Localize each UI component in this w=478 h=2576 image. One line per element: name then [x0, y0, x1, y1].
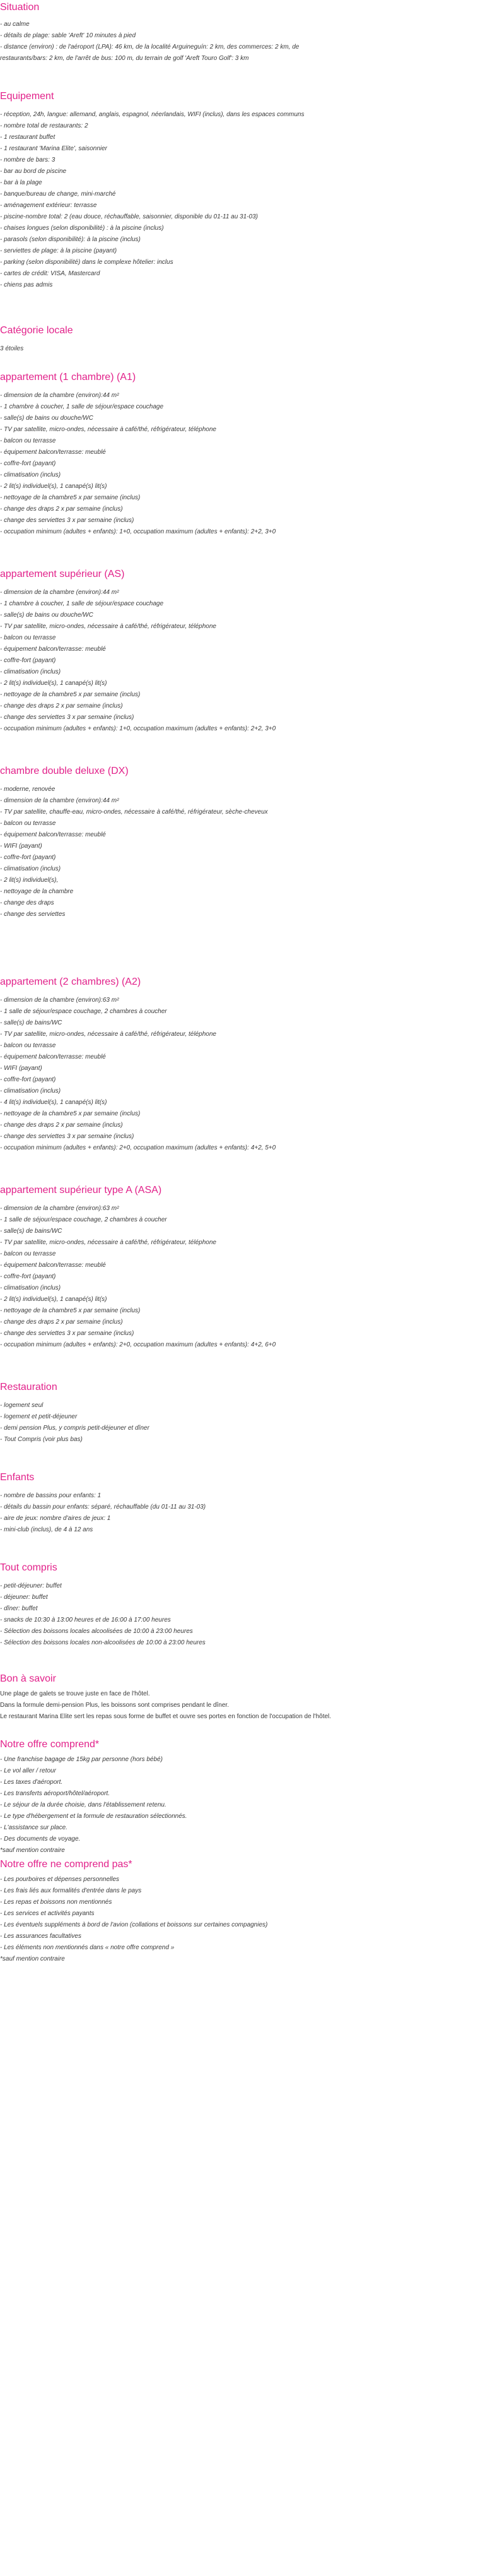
section-lines — [0, 587, 474, 735]
footnote: *sauf mention contraire — [0, 1847, 65, 1854]
list-item: - équipement balcon/terrasse: meublé — [0, 1262, 106, 1269]
section-lines — [0, 1400, 474, 1445]
list-item: - équipement balcon/terrasse: meublé — [0, 1054, 106, 1060]
list-item: - 1 restaurant 'Marina Elite', saisonnier — [0, 145, 108, 152]
section-lines — [0, 19, 474, 64]
list-item: - parking (selon disponibilité) dans le complexe hôtelier: inclus — [0, 259, 173, 266]
list-item: - 2 lit(s) individuel(s), — [0, 877, 59, 884]
list-item: - banque/bureau de change, mini-marché — [0, 191, 116, 198]
list-item: 3 étoiles — [0, 345, 24, 352]
list-item: - change des serviettes 3 x par semaine (inclus) — [0, 1330, 134, 1337]
list-item: - parasols (selon disponibilité): à la piscine (inclus) — [0, 236, 141, 243]
list-item: - dimension de la chambre (environ):44 m² — [0, 392, 119, 399]
list-item: - coffre-fort (payant) — [0, 657, 56, 664]
list-item: - nettoyage de la chambre5 x par semaine (inclus) — [0, 1110, 141, 1117]
section-title: Enfants — [0, 1472, 35, 1483]
list-item: - dimension de la chambre (environ):63 m² — [0, 1205, 119, 1212]
list-item: - Les éléments non mentionnés dans « notre offre comprend » — [0, 1944, 175, 1951]
list-item: - nombre total de restaurants: 2 — [0, 122, 88, 129]
section-title: chambre double deluxe (DX) — [0, 766, 129, 776]
list-item: - change des draps 2 x par semaine (inclus) — [0, 1122, 123, 1129]
list-item: - change des draps 2 x par semaine (inclus) — [0, 506, 123, 513]
list-item: - 2 lit(s) individuel(s), 1 canapé(s) lit(s) — [0, 680, 107, 687]
list-item: - Une franchise bagage de 15kg par personne (hors bébé) — [0, 1756, 163, 1763]
list-item: - Tout Compris (voir plus bas) — [0, 1436, 83, 1443]
list-item: - aire de jeux: nombre d'aires de jeux: 1 — [0, 1515, 111, 1522]
list-item: - équipement balcon/terrasse: meublé — [0, 646, 106, 653]
list-item: - climatisation (inclus) — [0, 865, 61, 872]
list-item: - Les taxes d'aéroport. — [0, 1779, 63, 1786]
section-title: Notre offre comprend* — [0, 1739, 100, 1750]
section-lines — [0, 1689, 474, 1723]
section-title: Equipement — [0, 91, 54, 102]
list-item: - moderne, renovée — [0, 786, 55, 793]
list-item: - Des documents de voyage. — [0, 1836, 81, 1843]
list-item: - Le séjour de la durée choisie, dans l'établissement retenu. — [0, 1801, 166, 1808]
list-item: - Les repas et boissons non mentionnés — [0, 1899, 112, 1906]
list-item: - 1 chambre à coucher, 1 salle de séjour/espace couchage — [0, 600, 164, 607]
list-item: - déjeuner: buffet — [0, 1594, 48, 1601]
list-item: - 1 salle de séjour/espace couchage, 2 chambres à coucher — [0, 1216, 167, 1223]
list-item: - cartes de crédit: VISA, Mastercard — [0, 270, 100, 277]
section-lines — [0, 343, 474, 355]
list-item: - distance (environ) : de l'aéroport (LPA): 46 km, de la localité Arguineguín: 2 km, des commerces: 2 km, de — [0, 44, 300, 50]
list-item: - Les pourboires et dépenses personnelles — [0, 1876, 120, 1883]
list-item: - WIFI (payant) — [0, 843, 42, 850]
list-item: - Les transferts aéroport/hôtel/aéroport. — [0, 1790, 110, 1797]
list-item: - équipement balcon/terrasse: meublé — [0, 449, 106, 456]
list-item: - au calme — [0, 21, 30, 28]
list-item: - balcon ou terrasse — [0, 437, 56, 444]
list-item: - salle(s) de bains/WC — [0, 1019, 62, 1026]
list-item: - salle(s) de bains/WC — [0, 1228, 62, 1235]
list-item: - logement et petit-déjeuner — [0, 1413, 78, 1420]
list-item: - Les frais liés aux formalités d'entrée dans le pays — [0, 1887, 142, 1894]
list-item: - 2 lit(s) individuel(s), 1 canapé(s) lit(s) — [0, 483, 107, 490]
section-lines — [0, 784, 474, 920]
list-item: - Les assurances facultatives — [0, 1933, 81, 1940]
list-item: - balcon ou terrasse — [0, 820, 56, 827]
section-title: appartement (2 chambres) (A2) — [0, 976, 141, 987]
list-item: - détails du bassin pour enfants: séparé, réchauffable (du 01-11 au 31-03) — [0, 1504, 206, 1511]
list-item: - dimension de la chambre (environ):44 m² — [0, 797, 119, 804]
list-item: - occupation minimum (adultes + enfants): 1+0, occupation maximum (adultes + enfants): 2+2, 3+0 — [0, 725, 276, 732]
list-item: - TV par satellite, micro-ondes, nécessaire à café/thé, réfrigérateur, téléphone — [0, 623, 216, 630]
section-lines — [0, 390, 474, 538]
list-item: - Sélection des boissons locales non-alcoolisées de 10:00 à 23:00 heures — [0, 1639, 206, 1646]
list-item: - nettoyage de la chambre5 x par semaine (inclus) — [0, 691, 141, 698]
list-item: - bar au bord de piscine — [0, 168, 67, 175]
list-item: - coffre-fort (payant) — [0, 460, 56, 467]
section-title: Notre offre ne comprend pas* — [0, 1859, 132, 1870]
list-item: - dîner: buffet — [0, 1605, 38, 1612]
list-item: - balcon ou terrasse — [0, 634, 56, 641]
list-item: - dimension de la chambre (environ):44 m² — [0, 589, 119, 596]
section-lines — [0, 1754, 474, 1856]
section-title: Catégorie locale — [0, 325, 73, 336]
section-lines — [0, 1874, 474, 1965]
list-item: - 1 salle de séjour/espace couchage, 2 chambres à coucher — [0, 1008, 167, 1015]
list-item: - Sélection des boissons locales alcoolisées de 10:00 à 23:00 heures — [0, 1628, 193, 1635]
list-item: - snacks de 10:30 à 13:00 heures et de 16:00 à 17:00 heures — [0, 1617, 171, 1623]
section-lines — [0, 1203, 474, 1351]
list-item: - 1 chambre à coucher, 1 salle de séjour/espace couchage — [0, 403, 164, 410]
list-item: - change des draps 2 x par semaine (inclus) — [0, 703, 123, 709]
list-item: - petit-déjeuner: buffet — [0, 1582, 62, 1589]
list-item: - chaises longues (selon disponibilité) : à la piscine (inclus) — [0, 225, 164, 232]
section-title: appartement (1 chambre) (A1) — [0, 372, 136, 383]
section-title: Situation — [0, 2, 40, 13]
list-item: - Le type d'hébergement et la formule de restauration sélectionnés. — [0, 1813, 187, 1820]
list-item: - TV par satellite, micro-ondes, nécessaire à café/thé, réfrigérateur, téléphone — [0, 1031, 216, 1038]
section-title: appartement supérieur (AS) — [0, 569, 125, 579]
list-item: - change des serviettes — [0, 911, 66, 918]
list-item: - réception, 24h, langue: allemand, anglais, espagnol, néerlandais, WIFI (inclus), dans les espaces communs — [0, 111, 305, 118]
list-item: - mini-club (inclus), de 4 à 12 ans — [0, 1526, 93, 1533]
list-item: - Les éventuels suppléments à bord de l'avion (collations et boissons sur certaines compagnies) — [0, 1921, 268, 1928]
list-item: - piscine-nombre total: 2 (eau douce, réchauffable, saisonnier, disponible du 01-11 au 31-03) — [0, 213, 258, 220]
section-title: Tout compris — [0, 1562, 57, 1573]
list-item: - nettoyage de la chambre5 x par semaine (inclus) — [0, 494, 141, 501]
list-item: - chiens pas admis — [0, 282, 53, 288]
section-lines — [0, 1581, 474, 1649]
list-item: - salle(s) de bains ou douche/WC — [0, 415, 93, 422]
list-item: - nettoyage de la chambre5 x par semaine (inclus) — [0, 1307, 141, 1314]
list-item: restaurants/bars: 2 km, de l'arrêt de bus: 100 m, du terrain de golf 'Areft Touro Golf': 3 km — [0, 55, 249, 62]
list-item: - balcon ou terrasse — [0, 1042, 56, 1049]
list-item: - occupation minimum (adultes + enfants): 2+0, occupation maximum (adultes + enfants): 4+2, 6+0 — [0, 1341, 276, 1348]
list-item: - occupation minimum (adultes + enfants): 2+0, occupation maximum (adultes + enfants): 4+2, 5+0 — [0, 1144, 276, 1151]
list-item: - L'assistance sur place. — [0, 1824, 67, 1831]
list-item: - salle(s) de bains ou douche/WC — [0, 612, 93, 619]
list-item: - nombre de bassins pour enfants: 1 — [0, 1492, 102, 1499]
list-item: - change des serviettes 3 x par semaine (inclus) — [0, 517, 134, 524]
list-item: - serviettes de plage: à la piscine (payant) — [0, 247, 117, 254]
list-item: - TV par satellite, chauffe-eau, micro-ondes, nécessaire à café/thé, réfrigérateur, sèche-cheveux — [0, 809, 268, 816]
list-item: - change des draps 2 x par semaine (inclus) — [0, 1319, 123, 1326]
list-item: - climatisation (inclus) — [0, 1285, 61, 1291]
list-item: - balcon ou terrasse — [0, 1250, 56, 1257]
list-item: - occupation minimum (adultes + enfants): 1+0, occupation maximum (adultes + enfants): 2+2, 3+0 — [0, 528, 276, 535]
list-item: - logement seul — [0, 1402, 44, 1409]
list-item: - TV par satellite, micro-ondes, nécessaire à café/thé, réfrigérateur, téléphone — [0, 426, 216, 433]
list-item: - coffre-fort (payant) — [0, 1076, 56, 1083]
list-item: - coffre-fort (payant) — [0, 1273, 56, 1280]
list-item: - Les services et activités payants — [0, 1910, 95, 1917]
section-lines — [0, 109, 474, 291]
footnote: *sauf mention contraire — [0, 1956, 65, 1962]
list-item: - TV par satellite, micro-ondes, nécessaire à café/thé, réfrigérateur, téléphone — [0, 1239, 216, 1246]
list-item: - aménagement extérieur: terrasse — [0, 202, 97, 209]
info-line: Le restaurant Marina Elite sert les repas sous forme de buffet et ouvre ses portes en fonction de l'occupation de l'hôtel. — [0, 1713, 332, 1720]
list-item: - dimension de la chambre (environ):63 m² — [0, 997, 119, 1004]
list-item: - WIFI (payant) — [0, 1065, 42, 1072]
list-item: - climatisation (inclus) — [0, 1088, 61, 1095]
list-item: - 1 restaurant buffet — [0, 134, 55, 141]
list-item: - détails de plage: sable 'Areft' 10 minutes à pied — [0, 32, 136, 39]
section-title: appartement supérieur type A (ASA) — [0, 1185, 162, 1196]
list-item: - climatisation (inclus) — [0, 472, 61, 478]
section-lines — [0, 1490, 474, 1536]
section-title: Restauration — [0, 1382, 57, 1392]
list-item: - nombre de bars: 3 — [0, 157, 55, 163]
list-item: - change des serviettes 3 x par semaine (inclus) — [0, 714, 134, 721]
info-line: Une plage de galets se trouve juste en face de l'hôtel. — [0, 1690, 150, 1697]
list-item: - demi pension Plus, y compris petit-déjeuner et dîner — [0, 1425, 149, 1432]
list-item: - Le vol aller / retour — [0, 1767, 56, 1774]
list-item: - 2 lit(s) individuel(s), 1 canapé(s) lit(s) — [0, 1296, 107, 1303]
list-item: - coffre-fort (payant) — [0, 854, 56, 861]
section-lines — [0, 995, 474, 1154]
list-item: - climatisation (inclus) — [0, 668, 61, 675]
section-title: Bon à savoir — [0, 1673, 56, 1684]
list-item: - 4 lit(s) individuel(s), 1 canapé(s) lit(s) — [0, 1099, 107, 1106]
list-item: - change des serviettes 3 x par semaine (inclus) — [0, 1133, 134, 1140]
list-item: - équipement balcon/terrasse: meublé — [0, 831, 106, 838]
list-item: - bar à la plage — [0, 179, 42, 186]
info-line: Dans la formule demi-pension Plus, les boissons sont comprises pendant le dîner. — [0, 1702, 229, 1709]
list-item: - change des draps — [0, 899, 54, 906]
list-item: - nettoyage de la chambre — [0, 888, 74, 895]
